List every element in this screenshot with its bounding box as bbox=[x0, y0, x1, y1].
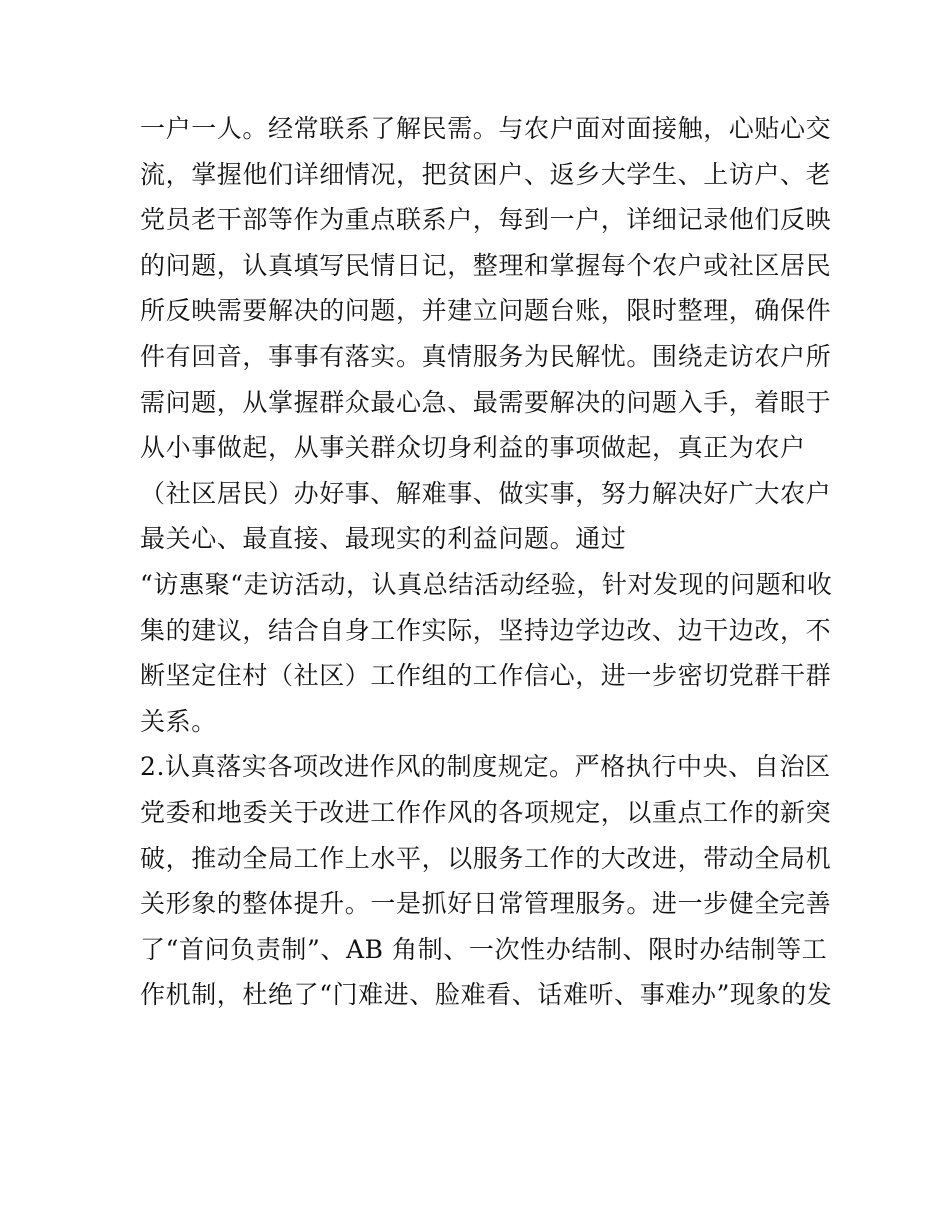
text-line: 党委和地委关于改进工作作风的各项规定，以重点工作的新突 bbox=[140, 797, 832, 827]
text-line: 流，掌握他们详细情况，把贫困户、返乡大学生、上访户、老 bbox=[140, 159, 832, 189]
text-line: 作机制，杜绝了“门难进、脸难看、话难听、事难办”现象的发 bbox=[140, 980, 833, 1010]
text-line: 所反映需要解决的问题，并建立问题台账，限时整理，确保件 bbox=[140, 296, 832, 326]
text-line: 一户一人。经常联系了解民需。与农户面对面接触，心贴心交 bbox=[140, 114, 832, 143]
text-line: 从小事做起，从事关群众切身利益的事项做起，真正为农户 bbox=[140, 433, 806, 463]
text-line: 关系。 bbox=[140, 706, 217, 736]
text-line: 党员老干部等作为重点联系户，每到一户，详细记录他们反映 bbox=[140, 205, 832, 235]
text-line: （社区居民）办好事、解难事、做实事，努力解决好广大农户 bbox=[140, 478, 832, 508]
text-line: 件有回音，事事有落实。真情服务为民解忧。围绕走访农户所 bbox=[140, 341, 832, 371]
text-line: 断坚定住村（社区）工作组的工作信心，进一步密切党群干群 bbox=[140, 661, 832, 691]
section-heading-line: 2.认真落实各项改进作风的制度规定。严格执行中央、自治区 bbox=[140, 752, 831, 782]
text-line: 破，推动全局工作上水平，以服务工作的大改进，带动全局机 bbox=[140, 843, 832, 873]
text-line: 需问题，从掌握群众最心急、最需要解决的问题入手，着眼于 bbox=[140, 387, 832, 417]
text-line: 的问题，认真填写民情日记，整理和掌握每个农户或社区居民 bbox=[140, 250, 832, 280]
text-line: 了“首问负责制”、AB 角制、一次性办结制、限时办结制等工 bbox=[140, 934, 828, 964]
text-line: 集的建议，结合自身工作实际，坚持边学边改、边干边改，不 bbox=[140, 615, 832, 645]
text-line: 关形象的整体提升。一是抓好日常管理服务。进一步健全完善 bbox=[140, 889, 832, 919]
text-line: “访惠聚“走访活动，认真总结活动经验，针对发现的问题和收 bbox=[140, 569, 833, 599]
text-line: 最关心、最直接、最现实的利益问题。通过 bbox=[140, 524, 627, 554]
body-text bbox=[140, 106, 833, 1018]
